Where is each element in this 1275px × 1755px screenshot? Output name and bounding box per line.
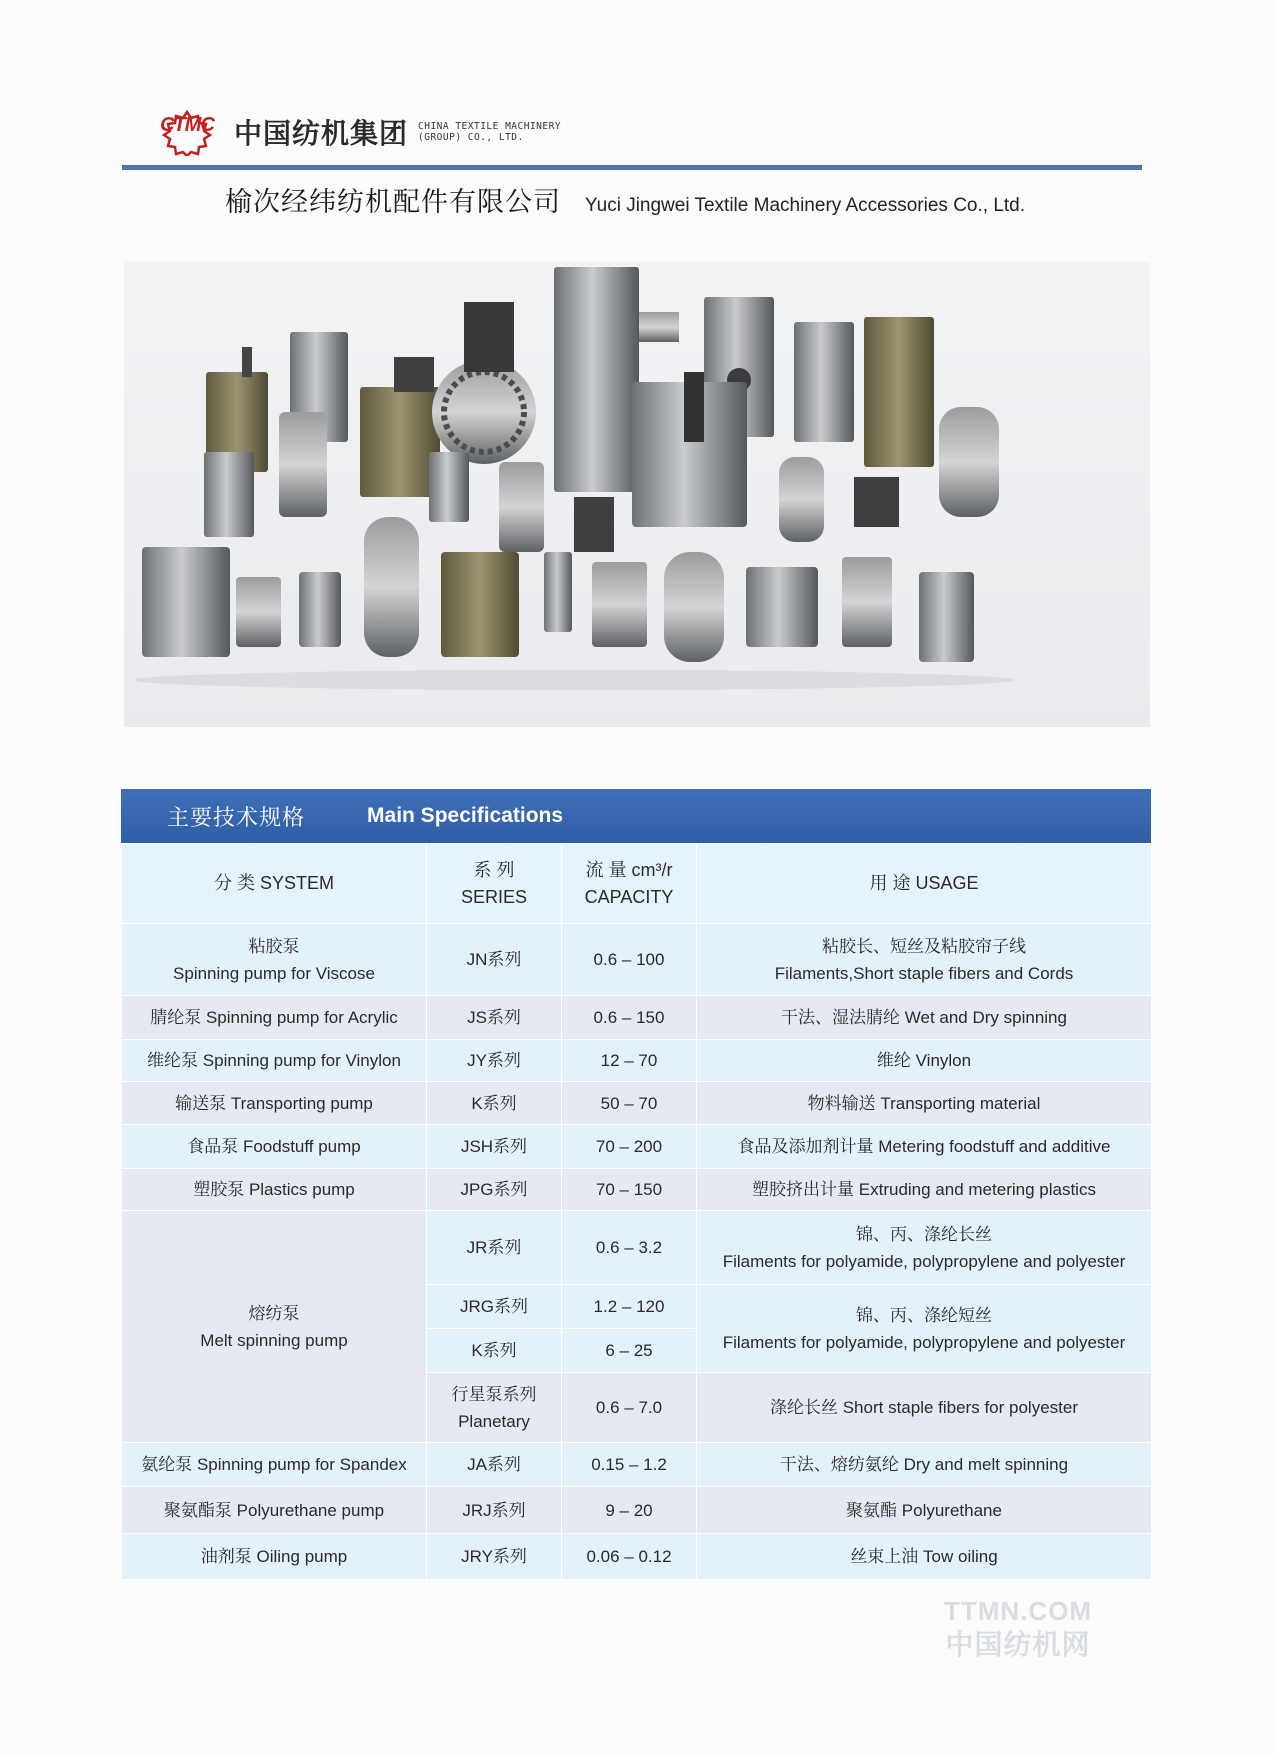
cell-system: 塑胶泵 Plastics pump: [122, 1169, 427, 1211]
cell-series: JPG系列: [427, 1169, 562, 1211]
cell-capacity: 0.6 – 7.0: [562, 1373, 697, 1443]
table-row: [122, 1040, 1152, 1082]
cell-series: K系列: [427, 1329, 562, 1373]
cell-usage: 食品及添加剂计量 Metering foodstuff and additive: [697, 1125, 1152, 1169]
cell-usage: 涤纶长丝 Short staple fibers for polyester: [697, 1373, 1152, 1443]
cell-capacity: 0.6 – 150: [562, 996, 697, 1040]
cell-system: 腈纶泵 Spinning pump for Acrylic: [122, 996, 427, 1040]
header-divider: [122, 165, 1142, 170]
cell-usage: 聚氨酯 Polyurethane: [697, 1487, 1152, 1534]
cell-series: [427, 1373, 562, 1443]
cell-system: 油剂泵 Oiling pump: [122, 1534, 427, 1580]
col-header-system: 分 类 SYSTEM: [122, 844, 427, 924]
table-row-melt-jr: [122, 1211, 1152, 1285]
group-name-cn: 中国纺机集团: [234, 117, 409, 150]
watermark-line1: TTMN.COM: [944, 1596, 1093, 1626]
cell-capacity: 6 – 25: [562, 1329, 697, 1373]
cell-series: JA系列: [427, 1443, 562, 1487]
cell-usage: [697, 924, 1152, 996]
table-row: [122, 1443, 1152, 1487]
group-name-en: [418, 121, 561, 143]
cell-capacity: 12 – 70: [562, 1040, 697, 1082]
cell-system: 食品泵 Foodstuff pump: [122, 1125, 427, 1169]
cell-series: JRG系列: [427, 1285, 562, 1329]
cell-system: 输送泵 Transporting pump: [122, 1082, 427, 1125]
spec-table-title-bar: [121, 789, 1151, 843]
cell-system: 聚氨酯泵 Polyurethane pump: [122, 1487, 427, 1534]
col-header-series-en: SERIES: [460, 886, 528, 907]
cell-series-en: Planetary: [458, 1411, 530, 1431]
header-logo-group: [150, 108, 561, 156]
table-row: [122, 996, 1152, 1040]
cell-capacity: 9 – 20: [562, 1487, 697, 1534]
cell-usage-cn: 锦、丙、涤纶短丝: [856, 1305, 992, 1325]
col-header-usage: 用 途 USAGE: [697, 844, 1152, 924]
cell-capacity: 1.2 – 120: [562, 1285, 697, 1329]
cell-capacity: 50 – 70: [562, 1082, 697, 1125]
col-header-series-cn: 系 列: [473, 859, 515, 880]
spec-table: [121, 843, 1152, 1580]
cell-capacity: 70 – 150: [562, 1169, 697, 1211]
ctmc-logo: [150, 108, 224, 156]
spec-table-container: [121, 789, 1151, 1580]
cell-series: K系列: [427, 1082, 562, 1125]
cell-usage: 塑胶挤出计量 Extruding and metering plastics: [697, 1169, 1152, 1211]
cell-usage-cn: 粘胶长、短丝及粘胶帘子线: [822, 936, 1026, 956]
cell-usage-en: Filaments for polyamide, polypropylene and polyester: [722, 1332, 1126, 1352]
spec-title-cn: 主要技术规格: [167, 805, 306, 831]
cell-usage-en: Filaments for polyamide, polypropylene and polyester: [722, 1251, 1126, 1271]
table-header-row: [122, 844, 1152, 924]
company-line: [225, 180, 1025, 219]
cell-system-cn: 粘胶泵: [248, 936, 300, 956]
cell-usage: [697, 1285, 1152, 1373]
cell-capacity: 0.06 – 0.12: [562, 1534, 697, 1580]
logo-text: CTMC: [160, 114, 214, 136]
watermark-line2: 中国纺机网: [945, 1629, 1091, 1660]
group-name-en-line2: (GROUP) CO., LTD.: [418, 132, 524, 143]
cell-system-en: Spinning pump for Viscose: [173, 963, 375, 983]
cell-usage: 干法、熔纺氨纶 Dry and melt spinning: [697, 1443, 1152, 1487]
table-row: [122, 1169, 1152, 1211]
product-photo: [124, 262, 1150, 727]
table-row: [122, 1534, 1152, 1580]
cell-series: JN系列: [427, 924, 562, 996]
cell-usage: 维纶 Vinylon: [697, 1040, 1152, 1082]
cell-series: JRJ系列: [427, 1487, 562, 1534]
table-row: [122, 924, 1152, 996]
cell-system: 氨纶泵 Spinning pump for Spandex: [122, 1443, 427, 1487]
table-row: [122, 1082, 1152, 1125]
company-name-en: Yuci Jingwei Textile Machinery Accessories Co., Ltd.: [585, 195, 1026, 216]
col-header-capacity: [562, 844, 697, 924]
table-row: [122, 1125, 1152, 1169]
cell-capacity: 0.15 – 1.2: [562, 1443, 697, 1487]
watermark: [944, 1596, 1092, 1663]
table-row: [122, 1487, 1152, 1534]
company-name-cn: 榆次经纬纺机配件有限公司: [225, 187, 561, 218]
cell-usage-cn: 锦、丙、涤纶长丝: [856, 1224, 992, 1244]
cell-usage-en: Filaments,Short staple fibers and Cords: [774, 963, 1074, 983]
col-header-capacity-en: CAPACITY: [584, 886, 674, 907]
cell-system: 维纶泵 Spinning pump for Vinylon: [122, 1040, 427, 1082]
cell-system-en: Melt spinning pump: [200, 1330, 348, 1350]
cell-series: JR系列: [427, 1211, 562, 1285]
cell-series: JY系列: [427, 1040, 562, 1082]
cell-system-melt: [122, 1211, 427, 1443]
cell-capacity: 0.6 – 3.2: [562, 1211, 697, 1285]
cell-capacity: 70 – 200: [562, 1125, 697, 1169]
cell-capacity: 0.6 – 100: [562, 924, 697, 996]
cell-series: JSH系列: [427, 1125, 562, 1169]
cell-series: JS系列: [427, 996, 562, 1040]
cell-usage: 丝束上油 Tow oiling: [697, 1534, 1152, 1580]
group-name-en-line1: CHINA TEXTILE MACHINERY: [418, 121, 562, 132]
col-header-series: [427, 844, 562, 924]
cell-series: JRY系列: [427, 1534, 562, 1580]
col-header-capacity-cn: 流 量 cm³/r: [585, 859, 673, 880]
pump-products-illustration: [124, 262, 1150, 727]
cell-system-cn: 熔纺泵: [248, 1303, 300, 1323]
cell-usage: [697, 1211, 1152, 1285]
cell-usage: 干法、湿法腈纶 Wet and Dry spinning: [697, 996, 1152, 1040]
cell-series-cn: 行星泵系列: [451, 1384, 537, 1404]
cell-system: [122, 924, 427, 996]
cell-usage: 物料输送 Transporting material: [697, 1082, 1152, 1125]
spec-title-en: Main Specifications: [367, 804, 564, 827]
